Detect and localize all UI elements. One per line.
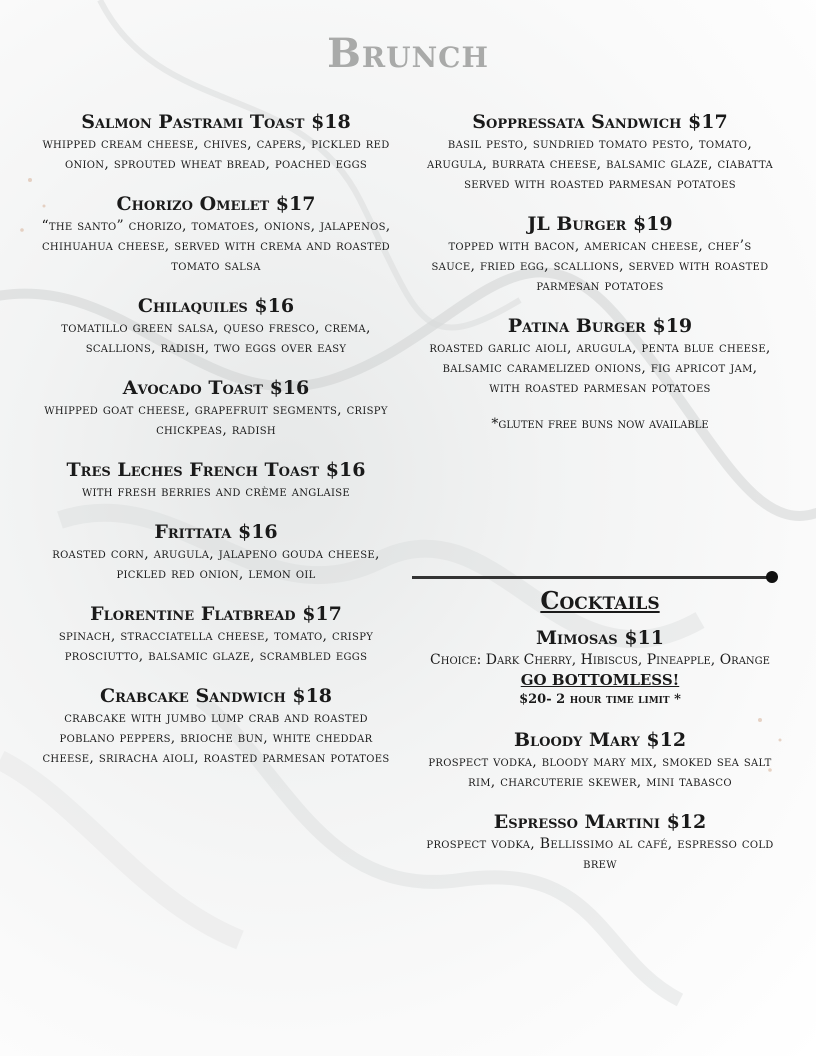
item-name: Bloody Mary [513, 729, 640, 751]
brunch-right-column [426, 110, 774, 432]
item-name: Espresso Martini [493, 811, 660, 833]
brunch-left-column [40, 110, 392, 786]
item-name: Chorizo Omelet [116, 193, 270, 215]
item-description: with fresh berries and crème anglaise [81, 484, 351, 500]
item-price: $16 [237, 521, 278, 543]
item-name: Tres Leches French Toast [66, 459, 320, 481]
page-title: Brunch [327, 30, 489, 77]
item-description: spinach, stracciatella cheese, tomato, crispy prosciutto, balsamic glaze, scrambled eggs [58, 628, 374, 664]
menu-item [426, 728, 774, 792]
item-name: Avocado Toast [122, 377, 263, 399]
item-price: $18 [292, 685, 333, 707]
item-name: Salmon Pastrami Toast [81, 111, 305, 133]
item-name: Florentine Flatbread [90, 603, 296, 625]
bottomless-promo: GO BOTTOMLESS! [520, 671, 680, 689]
item-name: Chilaquiles [137, 295, 248, 317]
item-price: $16 [254, 295, 295, 317]
item-price: $19 [652, 315, 693, 337]
item-price: $12 [646, 729, 687, 751]
mimosa-choices: Choice: Dark Cherry, Hibiscus, Pineapple, Orange [430, 652, 770, 668]
item-description: topped with bacon, american cheese, chef’s sauce, fried egg, scallions, served with roasted parmesan potatoes [431, 238, 769, 294]
item-description: whipped goat cheese, grapefruit segments, crispy chickpeas, radish [44, 402, 388, 438]
item-name: Crabcake Sandwich [99, 685, 286, 707]
item-name: Frittata [154, 521, 232, 543]
section-divider [412, 571, 778, 583]
cocktails-heading: Cocktails [540, 586, 660, 615]
cocktails-column [426, 626, 774, 892]
item-name: Patina Burger [507, 315, 646, 337]
item-price: $17 [302, 603, 342, 625]
item-price: $19 [632, 213, 673, 235]
item-price: $11 [624, 627, 664, 649]
menu-item [40, 458, 392, 502]
menu-item [40, 602, 392, 666]
item-description: whipped cream cheese, chives, capers, pickled red onion, sprouted wheat bread, poached eggs [42, 136, 390, 172]
item-name: Soppressata Sandwich [472, 111, 682, 133]
item-description: “the santo” chorizo, tomatoes, onions, jalapenos, chihuahua cheese, served with crema and roasted tomato salsa [41, 218, 391, 274]
menu-item [40, 520, 392, 584]
menu-item [40, 294, 392, 358]
item-price: $16 [325, 459, 366, 481]
item-price: $17 [688, 111, 728, 133]
menu-item [426, 810, 774, 874]
item-name: Mimosas [536, 627, 618, 649]
menu-item [40, 192, 392, 276]
item-price: $18 [311, 111, 351, 133]
menu-item [426, 110, 774, 194]
item-description: roasted garlic aioli, arugula, penta blue cheese, balsamic caramelized onions, fig apricot jam, with roasted parmesan potatoes [429, 340, 771, 396]
item-description: tomatillo green salsa, queso fresco, crema, scallions, radish, two eggs over easy [61, 320, 371, 356]
divider-line [412, 576, 768, 579]
item-price: $16 [269, 377, 310, 399]
item-price: $12 [666, 811, 707, 833]
menu-item [426, 626, 774, 710]
item-description: basil pesto, sundried tomato pesto, tomato, arugula, burrata cheese, balsamic glaze, ciabatta served with roasted parmesan potatoes [426, 136, 773, 192]
menu-item [40, 376, 392, 440]
item-description: roasted corn, arugula, jalapeno gouda cheese, pickled red onion, lemon oil [52, 546, 380, 582]
bottomless-limit: $20- 2 hour time limit * [519, 692, 681, 707]
menu-item [426, 212, 774, 296]
item-description: prospect vodka, Bellissimo al café, espresso cold brew [426, 836, 774, 872]
gluten-free-note: *gluten free buns now available [491, 416, 709, 432]
menu-item [426, 314, 774, 398]
item-description: prospect vodka, bloody mary mix, smoked sea salt rim, charcuterie skewer, mini tabasco [428, 754, 772, 790]
divider-dot-icon [766, 571, 778, 583]
menu-item [40, 110, 392, 174]
menu-item [40, 684, 392, 768]
item-price: $17 [275, 193, 316, 215]
item-name: JL Burger [527, 213, 627, 235]
item-description: crabcake with jumbo lump crab and roasted poblano peppers, brioche bun, white cheddar cheese, sriracha aioli, roasted parmesan potatoes [42, 710, 390, 766]
